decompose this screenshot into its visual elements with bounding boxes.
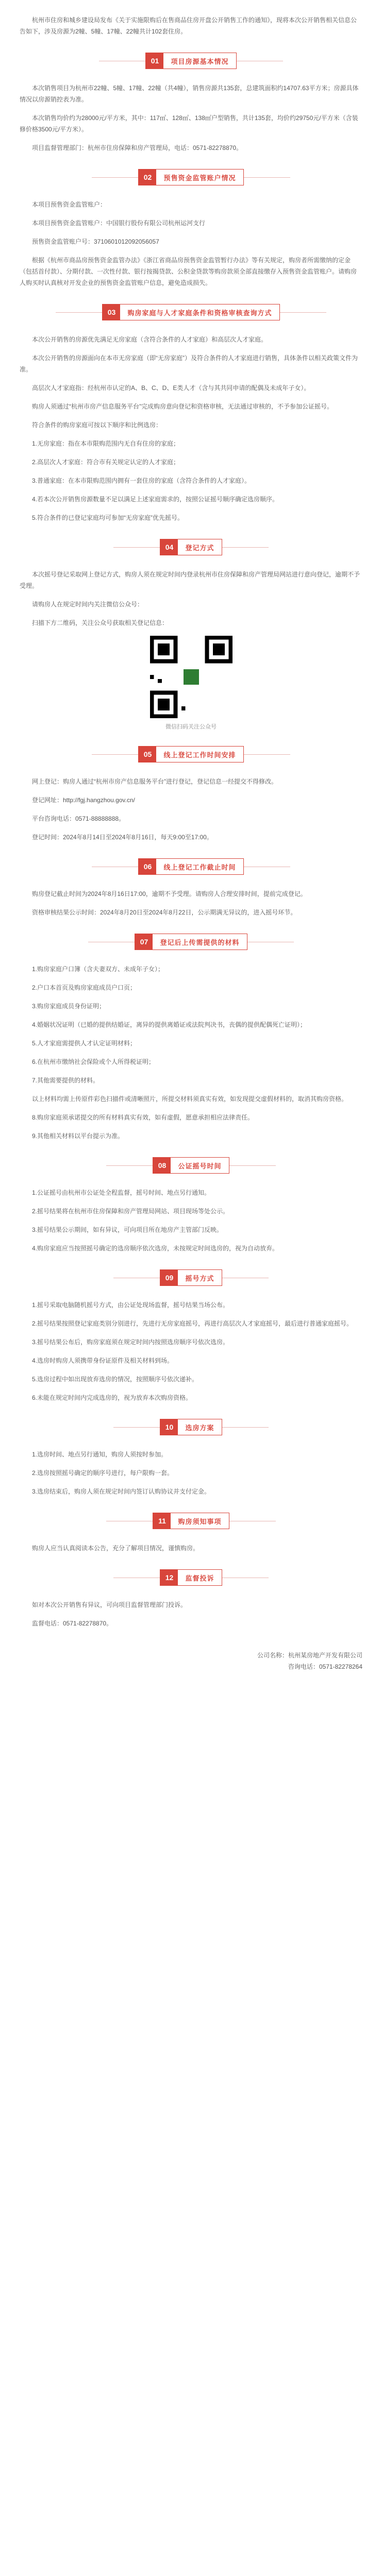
section-badge — [145, 53, 236, 69]
section-paragraph: 购房人须通过“杭州市房产信息服务平台”完成购房意向登记和资格审核，无法通过审核的，不予参加公证摇号。 — [32, 403, 333, 410]
section-paragraph: 项目监督管理部门：杭州市住房保障和房产管理局，电话：0571-82278870。 — [32, 144, 243, 151]
section-paragraph: 资格审核结果公示时间：2024年8月20日至2024年8月22日，公示期满无异议的，进入摇号环节。 — [32, 909, 297, 916]
section-paragraph: 本项目预售资金监管账户： — [32, 201, 107, 208]
section-number: 07 — [135, 934, 153, 950]
section-paragraph: 购房登记截止时间为2024年8月16日17:00，逾期不予受理。请购房人合理安排时间，提前完成登记。 — [32, 890, 307, 897]
divider-line — [244, 177, 290, 178]
sections-container — [20, 50, 362, 1629]
section-badge — [153, 1157, 229, 1174]
section-paragraph: 根据《杭州市商品房预售资金监管办法》《浙江省商品房预售资金监管暂行办法》等有关规定，购房者所需缴纳的定金（包括首付款）、分期付款、一次性付款、银行按揭贷款、公积金贷款等购房款须全部直接缴存入预售资金监管账户。请购房人购买时认真核对开发企业的预售资金监管账户信息，避免造成损失。 — [20, 257, 357, 286]
section-number: 03 — [103, 304, 120, 320]
section-paragraph: 本次公开销售的房源优先满足无房家庭（含符合条件的人才家庭）和高层次人才家庭。 — [32, 336, 268, 343]
section-title: 购房须知事项 — [178, 1517, 222, 1526]
section-title: 摇号方式 — [185, 1274, 214, 1282]
section-number: 09 — [160, 1270, 178, 1285]
section-number: 10 — [160, 1419, 178, 1435]
section-paragraph: 1.选房时间、地点另行通知，购房人须按时参加。 — [32, 1451, 168, 1458]
qr-block — [20, 636, 362, 731]
section-paragraph: 5.人才家庭需提供人才认定证明材料； — [32, 1040, 137, 1047]
section-header — [20, 537, 362, 557]
section-paragraph: 4.若本次公开销售房源数量不足以满足上述家庭需求的，按照公证摇号顺序确定选房顺序。 — [32, 496, 279, 503]
section-badge — [160, 1269, 222, 1286]
section-header — [20, 931, 362, 952]
divider-line — [229, 1165, 276, 1166]
section-title: 登记方式 — [185, 544, 214, 552]
section-title: 选房方案 — [185, 1423, 214, 1432]
section-header — [20, 1511, 362, 1531]
footer — [20, 1650, 362, 1672]
section-badge — [135, 934, 247, 950]
section-paragraph: 3.摇号结果公示期间，如有异议，可向项目所在地房产主管部门反映。 — [32, 1226, 223, 1233]
section-title: 预售资金监管账户情况 — [163, 174, 236, 182]
intro-paragraph: 杭州市住房和城乡建设局发布《关于实施限购后在售商品住房开盘公开销售工作的通知》，现将本次公开销售相关信息公告如下，涉及房源为2幢、5幢、17幢、22幢共计102套住房。 — [20, 16, 357, 35]
section-badge — [160, 539, 222, 555]
section-paragraph: 扫描下方二维码，关注公众号获取相关登记信息： — [32, 619, 169, 626]
section-paragraph: 1.公证摇号由杭州市公证处全程监督，摇号时间、地点另行通知。 — [32, 1189, 211, 1196]
section-header — [20, 302, 362, 323]
section-paragraph: 本次销售项目为杭州市22幢、5幢、17幢、22幢（共4幢），销售房源共135套，总建筑面积约14707.63平方米；房源具体情况以房源销控表为准。 — [20, 84, 359, 103]
section-paragraph: 以上材料均需上传原件彩色扫描件或清晰照片，所提交材料须真实有效，如发现提交虚假材料的，取消其购房资格。 — [32, 1095, 348, 1103]
section-paragraph: 监督电话：0571-82278870。 — [32, 1620, 113, 1627]
section-paragraph: 预售资金监管账户号：3710601012092056057 — [32, 238, 159, 245]
section-paragraph: 2.摇号结果将在杭州市住房保障和房产管理局网站、项目现场等处公示。 — [32, 1208, 229, 1215]
section-number: 04 — [160, 539, 178, 555]
section-badge — [102, 304, 279, 320]
section-number: 11 — [153, 1513, 171, 1529]
section-header — [20, 50, 362, 71]
section-paragraph: 2.摇号结果按照登记家庭类别分别进行，先进行无房家庭摇号，再进行高层次人才家庭摇号，最后进行普通家庭摇号。 — [32, 1320, 353, 1327]
section-paragraph: 2.户口本首页及购房家庭成员户口页； — [32, 984, 137, 991]
section-header — [20, 856, 362, 877]
section-header — [20, 1267, 362, 1288]
section-badge — [138, 169, 243, 185]
section-paragraph: 5.符合条件的已登记家庭均可参加“无房家庭”优先摇号。 — [32, 514, 184, 521]
divider-line — [222, 547, 269, 548]
section-number: 08 — [153, 1158, 171, 1173]
section-paragraph: 购房人应当认真阅读本公告，充分了解项目情况，谨慎购房。 — [32, 1545, 200, 1552]
section-badge — [160, 1569, 222, 1586]
section-paragraph: 4.选房时购房人须携带身份证原件及相关材料到场。 — [32, 1357, 174, 1364]
section-title: 公证摇号时间 — [178, 1162, 222, 1170]
divider-line — [92, 177, 138, 178]
footer-company: 公司名称：杭州某房地产开发有限公司 — [257, 1652, 362, 1659]
section-paragraph: 3.购房家庭成员身份证明； — [32, 1003, 106, 1010]
section-paragraph: 7.其他需要提供的材料。 — [32, 1077, 99, 1084]
section-badge — [138, 746, 243, 762]
footer-contact: 咨询电话：0571-82278264 — [288, 1663, 362, 1670]
section-paragraph: 请购房人在规定时间内关注微信公众号： — [32, 601, 144, 608]
section-paragraph: 本次销售均价约为28000元/平方米，其中：117㎡、128㎡、138㎡户型销售，共计135套，均价约29750元/平方米（含装修价格3500元/平方米）。 — [20, 114, 358, 133]
section-paragraph: 1.无房家庭：指在本市限购范围内无自有住房的家庭； — [32, 440, 180, 447]
section-header — [20, 167, 362, 188]
section-paragraph: 网上登记：购房人通过“杭州市房产信息服务平台”进行登记，登记信息一经提交不得修改。 — [32, 778, 277, 785]
section-number: 12 — [160, 1570, 178, 1585]
divider-line — [244, 754, 290, 755]
divider-line — [222, 1427, 269, 1428]
section-title: 监督投诉 — [185, 1574, 214, 1582]
section-header — [20, 1417, 362, 1437]
section-paragraph: 6.未能在规定时间内完成选房的，视为放弃本次购房资格。 — [32, 1394, 192, 1401]
divider-line — [106, 1165, 153, 1166]
section-paragraph: 高层次人才家庭指：经杭州市认定的A、B、C、D、E类人才（含与其共同申请的配偶及未成年子女）。 — [32, 384, 310, 392]
section-paragraph: 本项目预售资金监管账户：中国银行股份有限公司杭州运河支行 — [32, 219, 206, 227]
divider-line — [56, 312, 102, 313]
section-paragraph: 平台咨询电话：0571-88888888。 — [32, 815, 125, 822]
section-number: 05 — [139, 747, 156, 762]
section-title: 购房家庭与人才家庭条件和资格审核查询方式 — [127, 309, 272, 317]
section-paragraph: 4.购房家庭应当按照摇号确定的选房顺序依次选房，未按规定时间选房的，视为自动放弃。 — [32, 1245, 279, 1252]
section-number: 02 — [139, 170, 156, 185]
section-paragraph: 9.其他相关材料以平台提示为准。 — [32, 1132, 124, 1140]
section-paragraph: 2.高层次人才家庭：符合市有关规定认定的人才家庭； — [32, 459, 180, 466]
section-paragraph: 4.婚姻状况证明（已婚的提供结婚证，离异的提供离婚证或法院判决书，丧偶的提供配偶死亡证明）； — [32, 1021, 307, 1028]
section-paragraph: 6.在杭州市缴纳社会保险或个人所得税证明； — [32, 1058, 155, 1065]
divider-line — [280, 312, 326, 313]
section-paragraph: 3.摇号结果公布后，购房家庭须在规定时间内按照选房顺序号依次选房。 — [32, 1338, 229, 1346]
section-paragraph: 本次摇号登记采取网上登记方式，购房人须在规定时间内登录杭州市住房保障和房产管理局网站进行意向登记，逾期不予受理。 — [20, 571, 360, 589]
section-paragraph: 5.选房过程中如出现放弃选房的情况，按照顺序号依次递补。 — [32, 1376, 198, 1383]
section-badge — [153, 1513, 229, 1529]
divider-line — [92, 754, 138, 755]
section-title: 项目房源基本情况 — [171, 57, 229, 65]
divider-line — [113, 547, 160, 548]
section-paragraph: 3.选房结束后，购房人须在规定时间内签订认购协议并支付定金。 — [32, 1488, 211, 1495]
section-paragraph: 本次公开销售的房源面向在本市无房家庭（即“无房家庭”）及符合条件的人才家庭进行销售，具体条件以相关政策文件为准。 — [20, 354, 358, 373]
section-badge — [160, 1419, 222, 1435]
section-title: 线上登记工作截止时间 — [163, 863, 236, 871]
section-paragraph: 如对本次公开销售有异议，可向项目监督管理部门投诉。 — [32, 1601, 187, 1608]
qr-caption: 微信扫码关注公众号 — [165, 724, 217, 730]
section-paragraph: 8.购房家庭须承诺提交的所有材料真实有效，如有虚假，愿意承担相应法律责任。 — [32, 1114, 254, 1121]
section-title: 线上登记工作时间安排 — [163, 751, 236, 759]
section-paragraph: 2.选房按照摇号确定的顺序号进行，每户限购一套。 — [32, 1469, 174, 1477]
section-number: 06 — [139, 859, 156, 874]
section-paragraph: 登记网址：http://fgj.hangzhou.gov.cn/ — [32, 796, 135, 804]
qr-code-icon[interactable] — [150, 636, 232, 718]
section-paragraph: 符合条件的购房家庭可按以下顺序和比例选房： — [32, 421, 162, 429]
section-header — [20, 1155, 362, 1176]
section-paragraph: 1.摇号采取电脑随机摇号方式，由公证处现场监督，摇号结果当场公布。 — [32, 1301, 229, 1309]
section-header — [20, 1567, 362, 1588]
section-paragraph: 1.购房家庭户口簿（含夫妻双方、未成年子女）； — [32, 965, 164, 973]
section-paragraph: 登记时间：2024年8月14日至2024年8月16日，每天9:00至17:00。 — [32, 834, 213, 841]
section-title: 登记后上传需提供的材料 — [160, 938, 240, 946]
divider-line — [113, 1427, 160, 1428]
section-header — [20, 744, 362, 765]
section-paragraph: 3.普通家庭：在本市限购范围内拥有一套住房的家庭（含符合条件的人才家庭）。 — [32, 477, 251, 484]
section-number: 01 — [146, 53, 163, 69]
section-badge — [138, 858, 243, 875]
